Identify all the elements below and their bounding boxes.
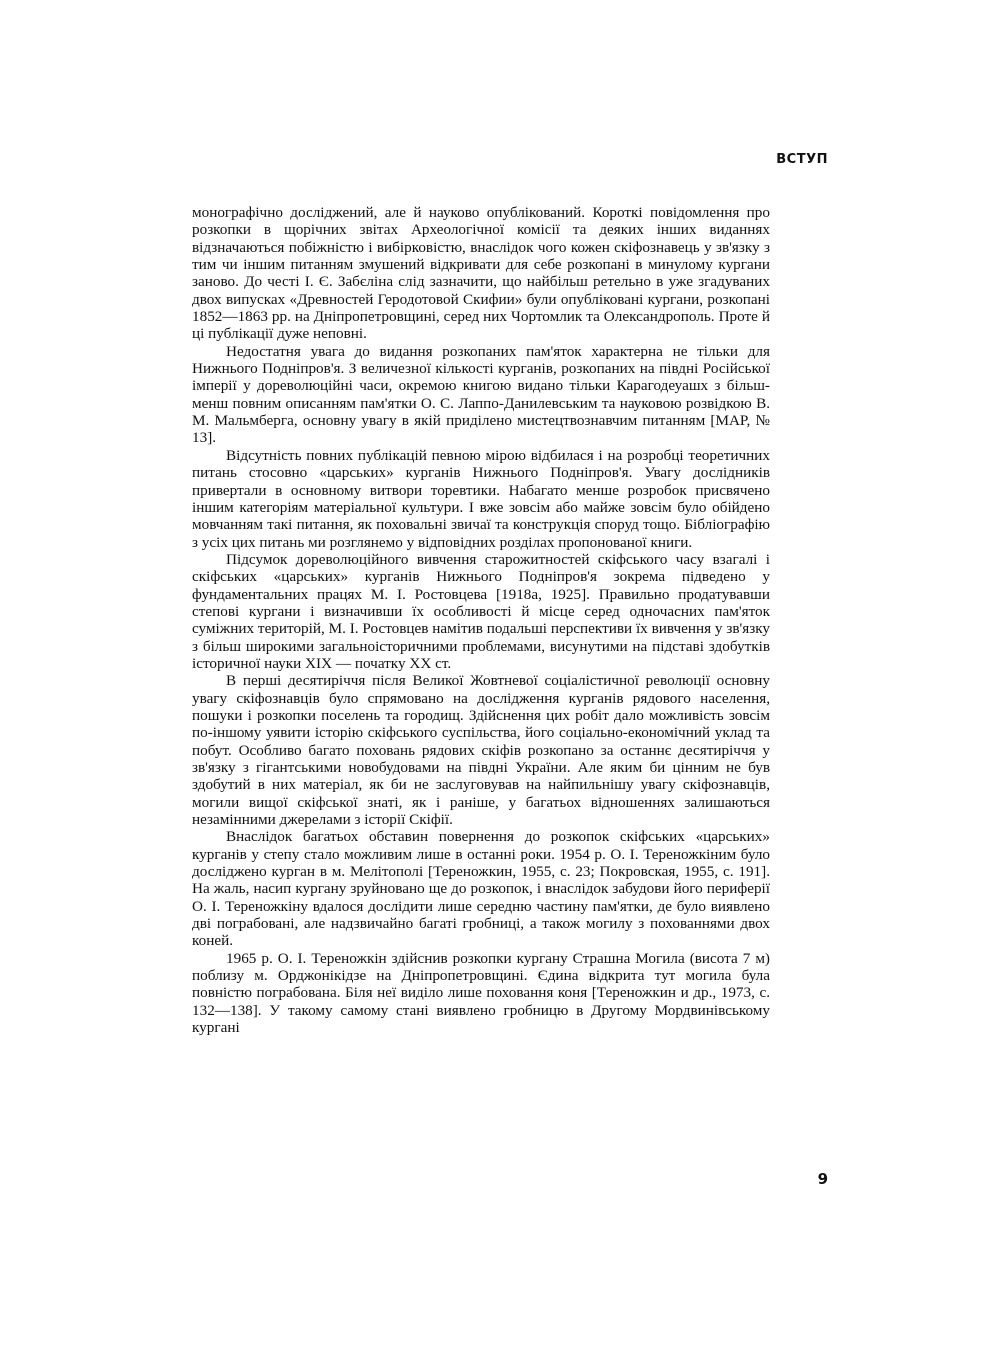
paragraph-continued: монографічно досліджений, але й науково опублікований. Короткі повідомлення про розкопки в щорічних звітах Археологічної комісії та деяких інших виданнях відзначаються побіжністю і вибірковістю, внаслідок чого кожен скіфознавець у зв'язку з тим чи іншим питанням змушений відкривати для себе розкопані в минулому кургани заново. До честі І. Є. Забєліна слід зазначити, що найбільш ретельно в уже згадуваних двох випусках «Древностей Геродотовой Скифии» були опубліковані кургани, розкопані 1852—1863 рр. на Дніпропетровщині, серед них Чортомлик та Олександрополь. Проте й ці публікації дуже неповні. [192, 204, 770, 343]
paragraph: Внаслідок багатьох обставин повернення до розкопок скіфських «царських» курганів у степу стало можливим лише в останні роки. 1954 р. О. І. Тереножкіним було досліджено курган в м. Мелітополі [Тереножкин, 1955, с. 23; Покровская, 1955, с. 191]. На жаль, насип кургану зруйновано ще до розкопок, і внаслідок забудови його периферії О. І. Тереножкіну вдалося дослідити лише середню частину пам'ятки, де було виявлено дві пограбовані, але надзвичайно багаті гробниці, а також могилу з похованнями двох коней. [192, 828, 770, 950]
paragraph: Підсумок дореволюційного вивчення старожитностей скіфського часу взагалі і скіфських «царських» курганів Нижнього Подніпров'я зокрема підведено у фундаментальних працях М. І. Ростовцева [1918а, 1925]. Правильно продатувавши степові кургани і визначивши їх особливості й місце серед одночасних пам'яток суміжних територій, М. І. Ростовцев намітив подальші перспективи їх вивчення у зв'язку з більш широкими загальноісторичними проблемами, висунутими на підставі здобутків історичної науки XIX — початку XX ст. [192, 550, 770, 672]
page-number: 9 [817, 1170, 828, 1188]
paragraph: Відсутність повних публікацій певною мірою відбилася і на розробці теоретичних питань стосовно «царських» курганів Нижнього Подніпров'я. Увагу дослідників привертали в основному витвори торевтики. Набагато менше розробок присвячено іншим категоріям матеріальної культури. І вже зовсім або майже зовсім було обійдено мовчанням такі питання, як поховальні звичаї та конструкція споруд тощо. Бібліографію з усіх цих питань ми розглянемо у відповідних розділах пропонованої книги. [192, 446, 770, 551]
paragraph: В перші десятиріччя після Великої Жовтневої соціалістичної революції основну увагу скіфознавців було спрямовано на дослідження курганів рядового населення, пошуки і розкопки поселень та городищ. Здійснення цих робіт дало можливість зовсім по-іншому уявити історію скіфського суспільства, його соціально-економічний уклад та побут. Особливо багато поховань рядових скіфів розкопано за останнє десятиріччя у зв'язку з гігантськими новобудовами на півдні України. Але яким би цінним не був здобутий в них матеріал, як би не заслуговував на найпильнішу увагу скіфознавців, могили вищої скіфської знаті, як і раніше, у багатьох відношеннях залишаються незамінними джерелами з історії Скіфії. [192, 672, 770, 829]
running-title: ВСТУП [776, 152, 828, 167]
paragraph: 1965 р. О. І. Тереножкін здійснив розкопки кургану Страшна Могила (висота 7 м) поблизу м. Орджонікідзе на Дніпропетровщині. Єдина відкрита тут могила була повністю пограбована. Біля неї виділо лише поховання коня [Тереножкин и др., 1973, с. 132—138]. У такому самому стані виявлено гробницю в Другому Мордвинівському кургані [192, 949, 770, 1037]
body-text [192, 204, 770, 1037]
paragraph: Недостатня увага до видання розкопаних пам'яток характерна не тільки для Нижнього Подніпров'я. З величезної кількості курганів, розкопаних на півдні Російської імперії у дореволюційні часи, окремою книгою видано тільки Карагодеуашх з більш-менш повним описанням пам'ятки О. С. Лаппо-Данилевським та науковою розвідкою В. М. Мальмберга, основну увагу в якій приділено мистецтвознавчим питанням [МАР, № 13]. [192, 342, 770, 447]
